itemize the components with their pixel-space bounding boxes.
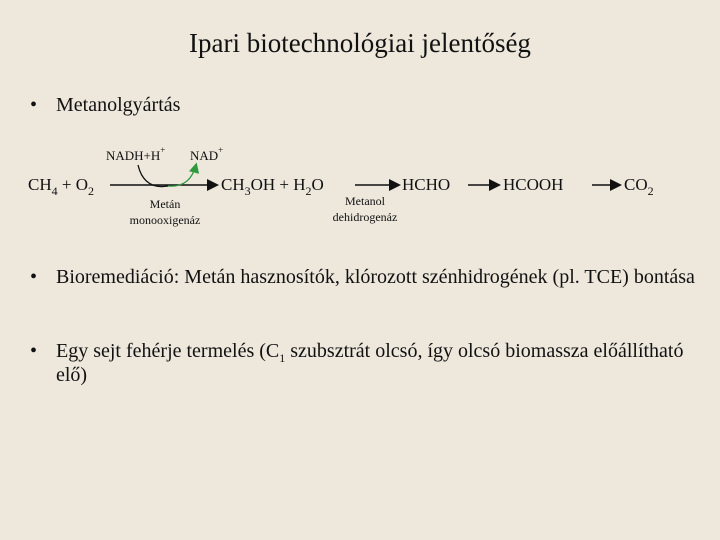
methanol-text-b: OH + H [250,175,306,194]
enzyme1-line2: monooxigenáz [129,213,201,227]
scp-text-b: szubsztrát olcsó, így olcsó biomassza előállítható elő) [56,340,684,386]
cofactor-nad [190,145,224,164]
bullet-dot: • [30,340,38,362]
bullet-dot: • [30,266,38,288]
methanol-products [221,175,324,198]
scp-subscript: 1 [279,351,286,365]
scp-text-a: Egy sejt fehérje termelés (C [56,340,280,362]
formic-acid: HCOOH [503,175,564,194]
arrow-cofactor-in [138,165,168,187]
bullet-scp-text [56,340,700,386]
methane-text: CH [28,175,52,194]
oxygen-text: + O [57,175,88,194]
cofactor-nad-text: NAD [190,148,219,163]
bullet-bioremediation-text: Bioremediáció: Metán hasznosítók, klórozott szénhidrogének (pl. TCE) bontása [56,266,695,288]
methane-subscript: 4 [51,184,58,198]
enzyme1-line1: Metán [149,197,181,211]
formaldehyde: HCHO [402,175,451,194]
enzyme-methanol-dehydrogenase [325,193,405,225]
carbon-dioxide [624,175,654,198]
water-subscript: 2 [305,184,312,198]
oxygen-subscript: 2 [88,184,94,198]
slide-title: Ipari biotechnológiai jelentőség [189,28,531,58]
bullet-methanol [30,94,180,117]
co2-text: CO [624,175,648,194]
arrow-cofactor-out [168,165,196,186]
bullet-dot: • [30,94,38,116]
bullet-single-cell-protein [30,340,700,386]
bullet-methanol-text: Metanolgyártás [56,94,181,116]
enzyme-methane-monooxygenase [120,196,210,228]
cofactor-nadh-text: NADH+H [106,148,161,163]
methanol-subscript: 3 [244,184,251,198]
bullet-bioremediation [30,266,700,288]
enzyme2-line2: dehidrogenáz [332,210,398,224]
cofactor-nadh-charge: + [160,145,166,155]
water-text: O [311,175,324,194]
methanol-text: CH [221,175,245,194]
cofactor-nadh [106,145,166,164]
co2-subscript: 2 [647,184,654,198]
reactants [28,175,94,198]
cofactor-nad-charge: + [218,145,224,155]
enzyme2-line1: Metanol [345,194,385,208]
